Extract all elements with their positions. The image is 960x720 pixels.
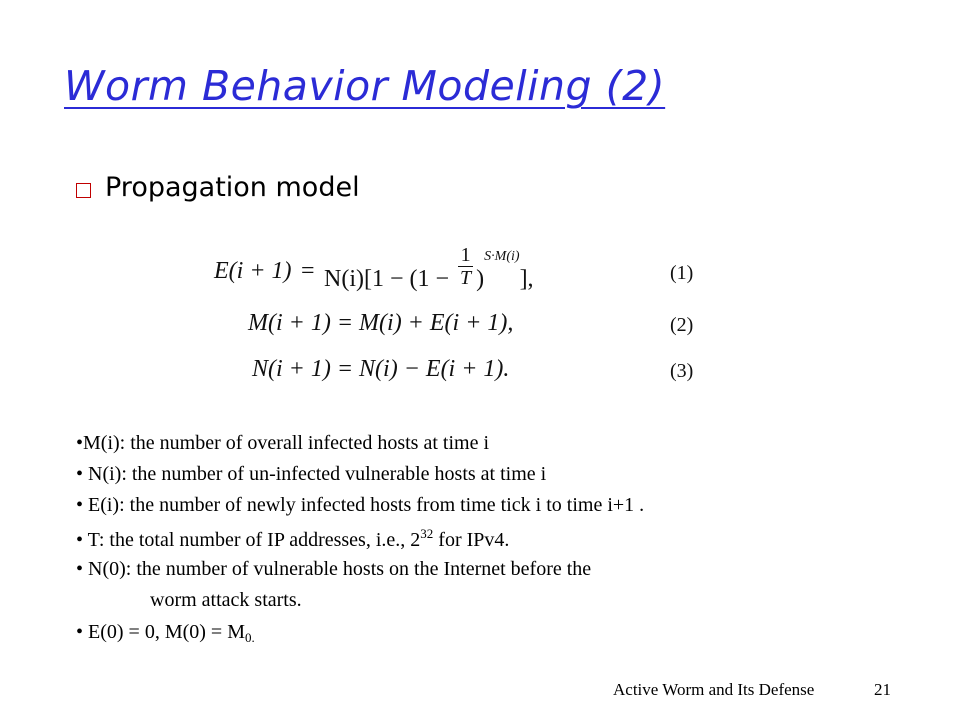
equation-number-1: (1) xyxy=(670,262,694,284)
definition-e: • E(i): the number of newly infected hosts from time tick i to time i+1 . xyxy=(76,494,645,516)
definition-n0-continued: worm attack starts. xyxy=(150,589,302,611)
bullet-propagation-model xyxy=(76,172,360,203)
equation-1-lhs: E(i + 1) xyxy=(214,258,292,284)
equation-2 xyxy=(248,310,513,337)
equation-number-3: (3) xyxy=(670,360,694,382)
slide: Worm Behavior Modeling (2) Propagation model E(i + 1) = N(i)[1 − (1 − $\frac{1}{T}$ )$^{S\cdot M(i)}$], (1) M(i + 1) = M(i) + E(i + 1), (2) N(i + 1) = N(i) − E(i + 1). (3) •M(i): the number of overall infected hosts at time i • N(i): the number of un-infected vulnerable hosts at time i • E(i): the number of newly infected hosts from time tick i to time i+1 . • T: the total number of IP addresses, i.e., $2^{32}$ for IPv4. • N(0): the number of vulnerable hosts on the Internet before the worm attack starts. • E(0) = 0, $M(0) = M_{0.}$ Active Worm and Its Defense 21 xyxy=(64,62,891,699)
fraction-1-over-t: $\frac{1}{T}$ xyxy=(460,244,472,289)
bullet-text: Propagation model xyxy=(105,172,360,203)
definition-n0: • N(0): the number of vulnerable hosts on the Internet before the xyxy=(76,558,592,580)
definition-n: • N(i): the number of un-infected vulnerable hosts at time i xyxy=(76,463,547,485)
equation-number-2: (2) xyxy=(670,314,694,336)
definition-t: • T: the total number of IP addresses, i.e., $2^{32}$ for IPv4. xyxy=(76,526,510,551)
definition-m: •M(i): the number of overall infected hosts at time i xyxy=(76,432,489,454)
definition-initial-values: • E(0) = 0, $M(0) = M_{0.}$ xyxy=(76,621,255,645)
slide-title: Worm Behavior Modeling (2) xyxy=(64,62,666,110)
footer-title: Active Worm and Its Defense xyxy=(613,680,815,699)
equation-3 xyxy=(252,356,509,383)
equation-2-text: M(i + 1) = M(i) + E(i + 1), xyxy=(248,310,514,336)
page-number: 21 xyxy=(874,680,891,699)
equation-3-text: N(i + 1) = N(i) − E(i + 1). xyxy=(252,356,510,382)
square-bullet-icon xyxy=(76,183,91,198)
equation-1-rhs: N(i)[1 − (1 − $\frac{1}{T}$ )$^{S\cdot M(i)}$], xyxy=(324,244,534,293)
equation-1-exponent: S·M(i) xyxy=(484,249,520,265)
